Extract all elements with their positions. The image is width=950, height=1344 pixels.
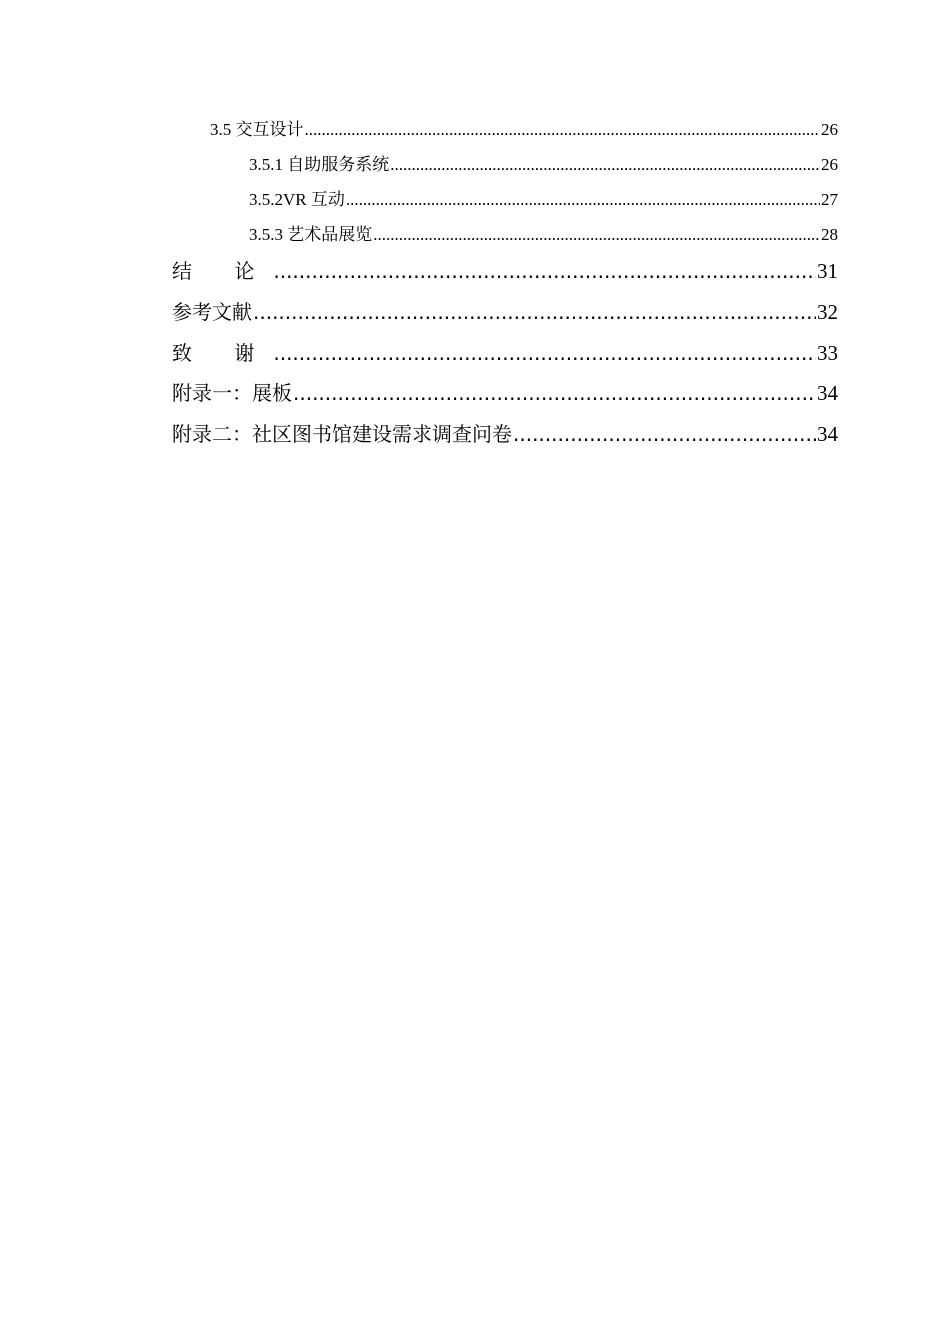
toc-entry-label: 结 论 bbox=[172, 259, 273, 283]
toc-dot-leader bbox=[513, 422, 816, 446]
toc-page-number: 33 bbox=[817, 341, 838, 365]
toc-entry-references[interactable] bbox=[172, 296, 838, 325]
toc-entry-label: 参考文献 bbox=[172, 300, 252, 324]
toc-entry-3-5[interactable] bbox=[210, 115, 838, 140]
toc-dot-leader bbox=[253, 300, 816, 324]
toc-page-number: 26 bbox=[821, 120, 838, 139]
toc-dot-leader bbox=[373, 225, 820, 245]
toc-dot-leader bbox=[346, 190, 820, 210]
toc-page-number: 31 bbox=[817, 259, 838, 283]
toc-entry-conclusion[interactable] bbox=[172, 255, 838, 284]
toc-entry-appendix-1[interactable] bbox=[172, 377, 838, 406]
toc-dot-leader bbox=[293, 381, 816, 405]
toc-entry-label: 致 谢 bbox=[172, 341, 273, 365]
toc-page-number: 28 bbox=[821, 225, 838, 244]
toc-dot-leader bbox=[305, 120, 821, 140]
toc-page-number: 27 bbox=[821, 190, 838, 209]
toc-dot-leader bbox=[273, 259, 816, 283]
toc-page-number: 32 bbox=[817, 300, 838, 324]
toc-page-number: 34 bbox=[817, 422, 838, 446]
toc-entry-3-5-3[interactable] bbox=[249, 220, 838, 245]
toc-entry-label: 附录二：社区图书馆建设需求调查问卷 bbox=[172, 422, 512, 446]
toc-entry-appendix-2[interactable] bbox=[172, 418, 838, 447]
toc-entry-3-5-2[interactable] bbox=[249, 185, 838, 210]
toc-page-number: 34 bbox=[817, 381, 838, 405]
toc-entry-label: 3.5.1 自助服务系统 bbox=[249, 155, 390, 174]
toc-entry-3-5-1[interactable] bbox=[249, 150, 838, 175]
toc-entry-label: 3.5.3 艺术品展览 bbox=[249, 225, 373, 244]
toc-entry-label: 附录一：展板 bbox=[172, 381, 292, 405]
toc-entry-label: 3.5.2VR 互动 bbox=[249, 190, 345, 209]
toc-page-number: 26 bbox=[821, 155, 838, 174]
toc-dot-leader bbox=[390, 155, 820, 175]
toc-entry-acknowledgements[interactable] bbox=[172, 337, 838, 366]
toc-dot-leader bbox=[273, 341, 816, 365]
toc-entry-label: 3.5 交互设计 bbox=[210, 120, 304, 139]
